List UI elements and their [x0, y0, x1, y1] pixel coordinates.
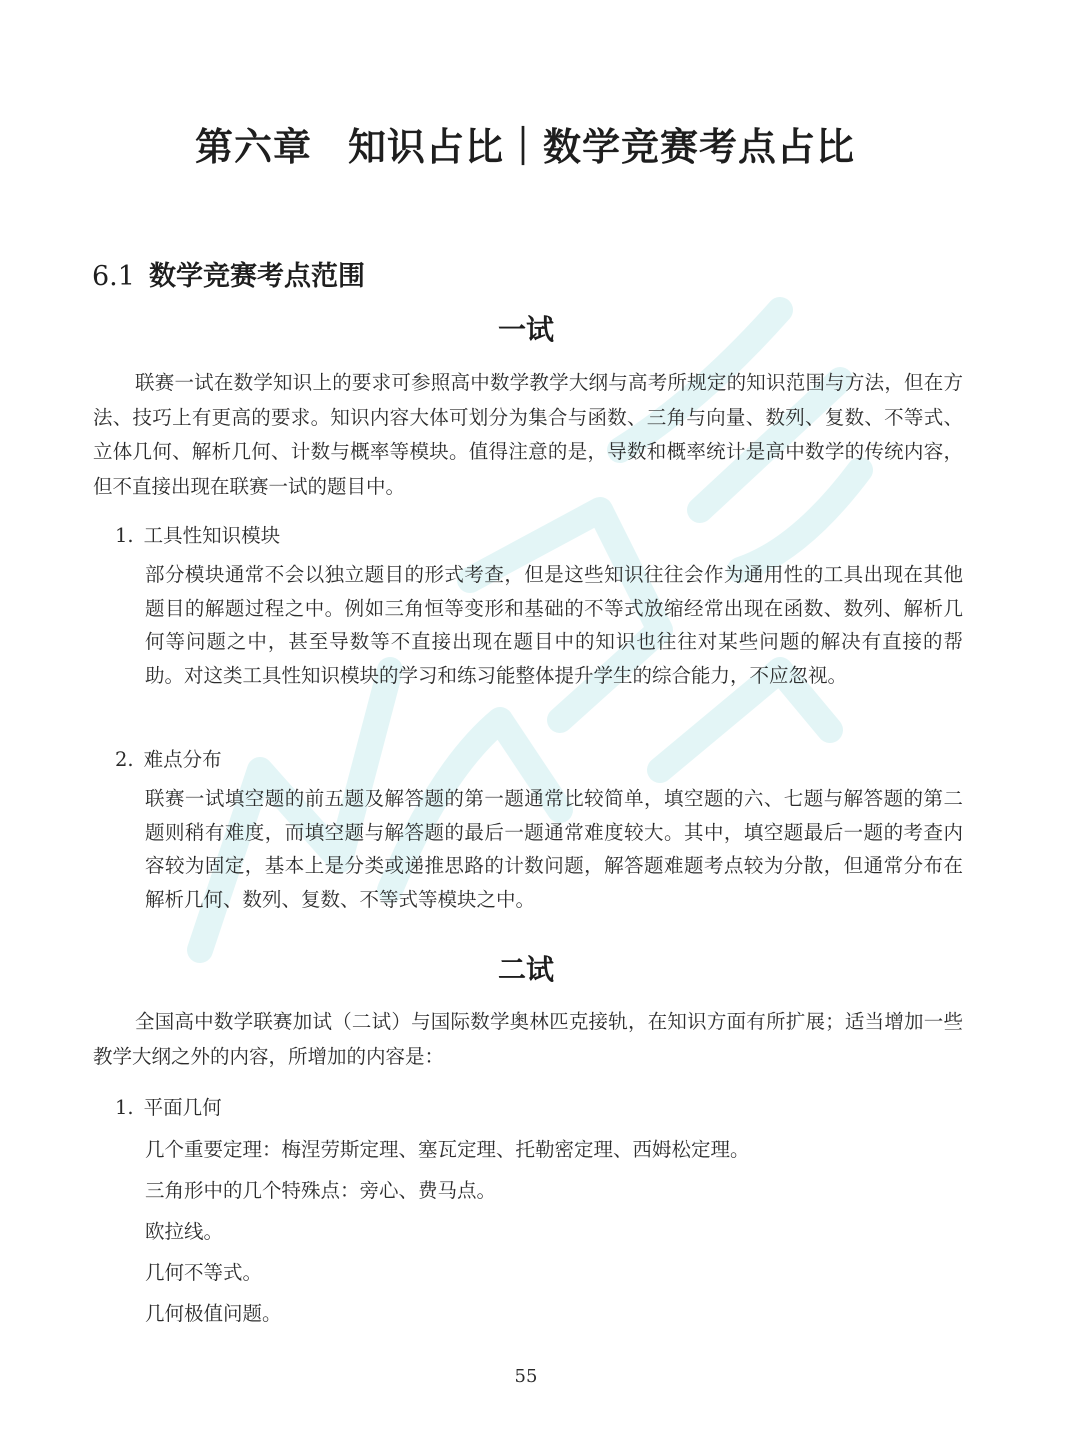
part1-item-1-body: 部分模块通常不会以独立题目的形式考查，但是这些知识往往会作为通用性的工具出现在其他题目的解题过程之中。例如三角恒等变形和基础的不等式放缩经常出现在函数、数列、解析几何等问题之中，甚至导数等不直接出现在题目中的知识也往往对某些问题的解决有直接的帮助。对这类工具性知识模块的学习和练习能整体提升学生的综合能力，不应忽视。 [145, 563, 963, 687]
part1-item-2-title: 难点分布 [143, 748, 222, 771]
section-title [92, 254, 365, 293]
part2-intro: 全国高中数学联赛加试（二试）与国际数学奥林匹克接轨，在知识方面有所扩展；适当增加一些教学大纲之外的内容，所增加的内容是： [93, 1010, 963, 1068]
part2-item-1-num: 1. [115, 1096, 134, 1119]
part1-item-1-head [115, 520, 280, 548]
geometry-line-1: 几个重要定理：梅涅劳斯定理、塞瓦定理、托勒密定理、西姆松定理。 [145, 1138, 750, 1161]
part2-item-1-head [115, 1092, 222, 1120]
chapter-title [0, 116, 1050, 171]
part1-intro: 联赛一试在数学知识上的要求可参照高中数学教学大纲与高考所规定的知识范围与方法，但在方法、技巧上有更高的要求。知识内容大体可划分为集合与函数、三角与向量、数列、复数、不等式、立体几何、解析几何、计数与概率等模块。值得注意的是，导数和概率统计是高中数学的传统内容，但不直接出现在联赛一试的题目中。 [93, 371, 963, 498]
section-name: 数学竞赛考点范围 [148, 261, 365, 292]
geometry-line-4: 几何不等式。 [145, 1261, 263, 1284]
part2-item-1-title: 平面几何 [143, 1096, 222, 1119]
part1-item-1-title: 工具性知识模块 [143, 524, 281, 547]
part1-item-2-head [115, 744, 222, 772]
part1-title: 一试 [497, 313, 554, 346]
chapter-label: 第六章 [194, 125, 312, 169]
geometry-line-5: 几何极值问题。 [145, 1302, 282, 1325]
part1-item-2-num: 2. [115, 748, 134, 771]
section-number: 6.1 [92, 261, 135, 292]
part1-item-2-body: 联赛一试填空题的前五题及解答题的第一题通常比较简单，填空题的六、七题与解答题的第二题则稍有难度，而填空题与解答题的最后一题通常难度较大。其中，填空题最后一题的考查内容较为固定，基本上是分类或递推思路的计数问题，解答题难题考点较为分散，但通常分布在解析几何、数列、复数、不等式等模块之中。 [145, 787, 963, 911]
geometry-line-3: 欧拉线。 [145, 1220, 224, 1243]
part2-title: 二试 [497, 953, 554, 986]
chapter-name: 知识占比｜数学竞赛考点占比 [348, 125, 856, 169]
geometry-line-2: 三角形中的几个特殊点：旁心、费马点。 [145, 1179, 497, 1202]
page-number: 55 [514, 1366, 538, 1387]
part1-item-1-num: 1. [115, 524, 134, 547]
